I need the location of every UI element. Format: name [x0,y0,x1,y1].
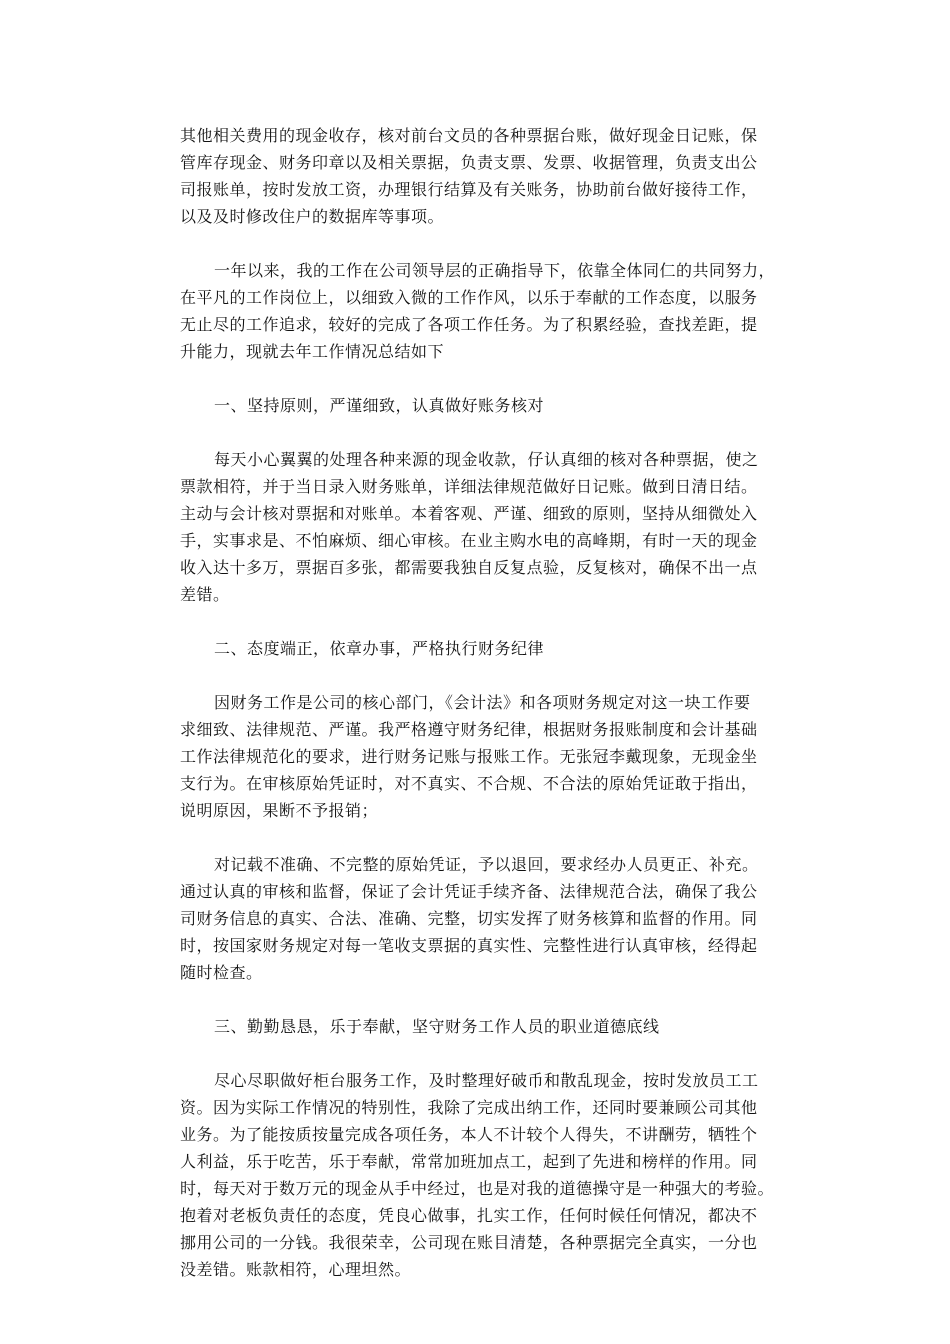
text-line: 管库存现金、财务印章以及相关票据，负责支票、发票、收据管理，负责支出公 [180,153,758,172]
paragraph-section-2b [180,851,780,986]
text-line: 抱着对老板负责任的态度，凭良心做事，扎实工作，任何时候任何情况，都决不 [180,1206,758,1225]
text-line: 在平凡的工作岗位上，以细致入微的工作作风，以乐于奉献的工作态度，以服务 [180,288,758,307]
text-line: 差错。 [180,585,230,604]
text-line: 其他相关费用的现金收存，核对前台文员的各种票据台账，做好现金日记账，保 [180,126,758,145]
text-line: 没差错。账款相符，心理坦然。 [180,1260,412,1279]
text-line: 一年以来，我的工作在公司领导层的正确指导下，依靠全体同仁的共同努力， [214,261,776,280]
text-line: 手，实事求是、不怕麻烦、细心审核。在业主购水电的高峰期，有时一天的现金 [180,531,758,550]
text-line: 时，每天对于数万元的现金从手中经过，也是对我的道德操守是一种强大的考验。 [180,1179,775,1198]
text-line: 说明原因，果断不予报销； [180,801,379,820]
section-heading-2 [180,635,780,662]
text-line: 对记载不准确、不完整的原始凭证，予以退回，要求经办人员更正、补充。 [214,855,759,874]
document-body [180,122,780,1283]
text-line: 每天小心翼翼的处理各种来源的现金收款，仔认真细的核对各种票据，使之 [214,450,759,469]
text-line: 司财务信息的真实、合法、准确、完整，切实发挥了财务核算和监督的作用。同 [180,909,758,928]
text-line: 资。因为实际工作情况的特别性，我除了完成出纳工作，还同时要兼顾公司其他 [180,1098,758,1117]
text-line: 票款相符，并于当日录入财务账单，详细法律规范做好日记账。做到日清日结。 [180,477,758,496]
section-heading-1 [180,392,780,419]
paragraph-section-2a [180,689,780,824]
text-line: 业务。为了能按质按量完成各项任务，本人不计较个人得失，不讲酬劳，牺牲个 [180,1125,758,1144]
text-line: 挪用公司的一分钱。我很荣幸，公司现在账目清楚，各种票据完全真实，一分也 [180,1233,758,1252]
heading-text: 三、勤勤恳恳，乐于奉献，坚守财务工作人员的职业道德底线 [214,1017,660,1036]
text-line: 尽心尽职做好柜台服务工作，及时整理好破币和散乱现金，按时发放员工工 [214,1071,759,1090]
text-line: 通过认真的审核和监督，保证了会计凭证手续齐备、法律规范合法，确保了我公 [180,882,758,901]
text-line: 因财务工作是公司的核心部门，《会计法》和各项财务规定对这一块工作要 [214,693,751,712]
paragraph-continuation [180,122,780,230]
text-line: 无止尽的工作追求，较好的完成了各项工作任务。为了积累经验，查找差距，提 [180,315,758,334]
text-line: 求细致、法律规范、严谨。我严格遵守财务纪律，根据财务报账制度和会计基础 [180,720,758,739]
text-line: 收入达十多万，票据百多张，都需要我独自反复点验，反复核对，确保不出一点 [180,558,758,577]
text-line: 升能力，现就去年工作情况总结如下 [180,342,445,361]
section-heading-3 [180,1013,780,1040]
text-line: 主动与会计核对票据和对账单。本着客观、严谨、细致的原则，坚持从细微处入 [180,504,758,523]
text-line: 司报账单，按时发放工资，办理银行结算及有关账务，协助前台做好接待工作， [180,180,758,199]
heading-text: 二、态度端正，依章办事，严格执行财务纪律 [214,639,545,658]
paragraph-section-1 [180,446,780,608]
text-line: 时，按国家财务规定对每一笔收支票据的真实性、完整性进行认真审核，经得起 [180,936,758,955]
paragraph-intro [180,257,780,365]
text-line: 以及及时修改住户的数据库等事项。 [180,207,445,226]
text-line: 工作法律规范化的要求，进行财务记账与报账工作。无张冠李戴现象，无现金坐 [180,747,758,766]
text-line: 人利益，乐于吃苦，乐于奉献，常常加班加点工，起到了先进和榜样的作用。同 [180,1152,758,1171]
paragraph-section-3 [180,1067,780,1283]
text-line: 支行为。在审核原始凭证时，对不真实、不合规、不合法的原始凭证敢于指出， [180,774,758,793]
heading-text: 一、坚持原则，严谨细致，认真做好账务核对 [214,396,545,415]
text-line: 随时检查。 [180,963,263,982]
